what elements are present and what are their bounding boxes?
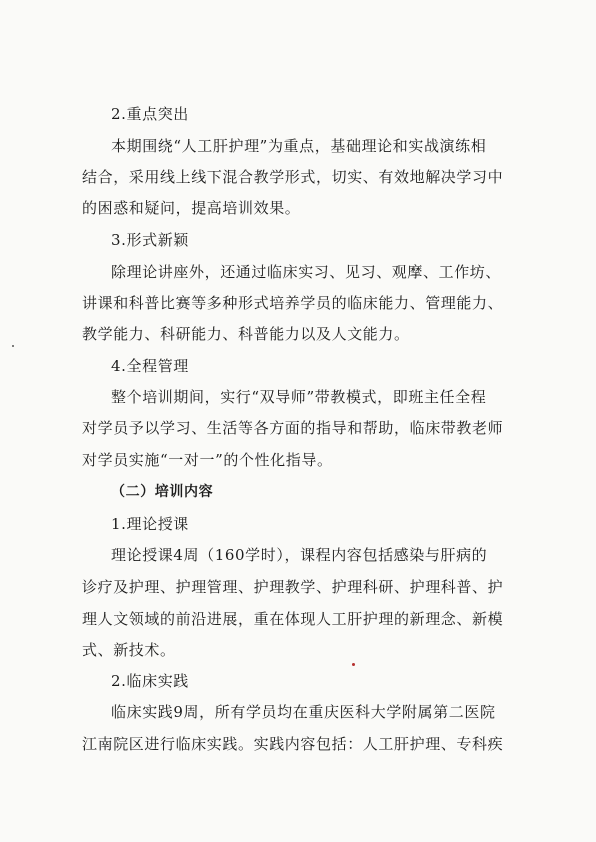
paragraph-line: 结合，采用线上线下混合教学形式，切实、有效地解决学习中: [82, 168, 504, 186]
paragraph-line: 式、新技术。: [82, 641, 176, 659]
section-heading: 1.理论授课: [111, 515, 189, 533]
section-heading: 2.重点突出: [111, 105, 189, 123]
paragraph-line: 江南院区进行临床实践。实践内容包括：人工肝护理、专科疾: [82, 735, 504, 753]
scan-speck: [12, 345, 14, 347]
paragraph-line: 本期围绕“人工肝护理”为重点，基础理论和实战演练相: [111, 137, 487, 155]
paragraph-line: 诊疗及护理、护理管理、护理教学、护理科研、护理科普、护: [82, 578, 504, 596]
paragraph-line: 的困惑和疑问，提高培训效果。: [82, 199, 301, 217]
paragraph-line: 对学员予以学习、生活等各方面的指导和帮助，临床带教老师: [82, 419, 504, 437]
part-heading: （二）培训内容: [111, 484, 214, 500]
paragraph-line: 教学能力、科研能力、科普能力以及人文能力。: [82, 325, 410, 343]
paragraph-line: 对学员实施“一对一”的个性化指导。: [82, 451, 333, 469]
section-heading: 2.临床实践: [111, 672, 189, 690]
paragraph-line: 除理论讲座外，还通过临床实习、见习、观摩、工作坊、: [111, 263, 502, 281]
paragraph-line: 整个培训期间，实行“双导师”带教模式，即班主任全程: [111, 388, 487, 406]
paragraph-line: 理论授课4周（160学时），课程内容包括感染与肝病的: [111, 546, 488, 564]
section-heading: 3.形式新颖: [111, 231, 189, 249]
paragraph-line: 临床实践9周，所有学员均在重庆医科大学附属第二医院: [111, 703, 496, 721]
section-heading: 4.全程管理: [111, 357, 189, 375]
paragraph-line: 讲课和科普比赛等多种形式培养学员的临床能力、管理能力、: [82, 294, 504, 312]
paragraph-line: 理人文领域的前沿进展，重在体现人工肝护理的新理念、新模: [82, 610, 504, 628]
scan-speck: [352, 663, 355, 666]
